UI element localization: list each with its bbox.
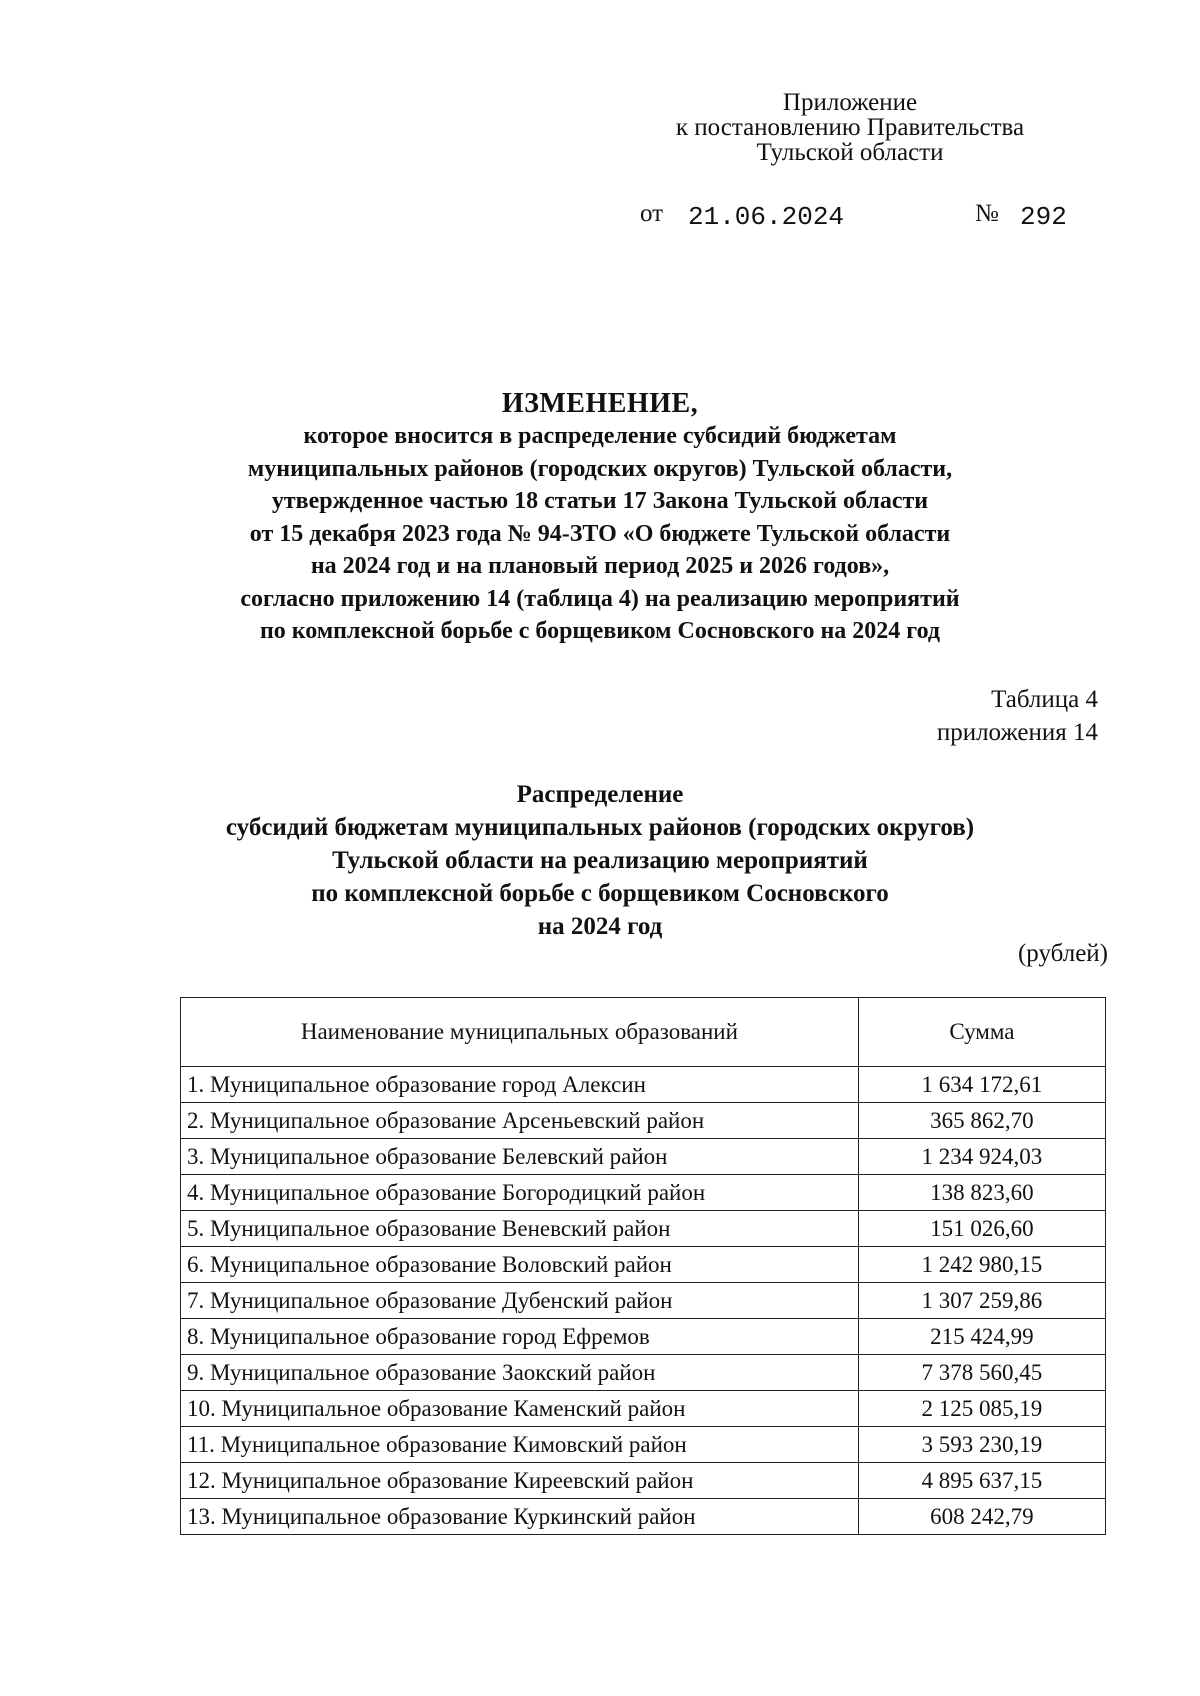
- distribution-title-line: Тульской области на реализацию мероприятий: [332, 847, 868, 874]
- distribution-title-line: субсидий бюджетам муниципальных районов (городских округов): [225, 814, 975, 841]
- row-sum: 1 307 259,86: [858, 1283, 1105, 1319]
- decree-reference: [640, 200, 1070, 234]
- row-sum: 365 862,70: [858, 1103, 1105, 1139]
- table-reference: [760, 683, 1098, 749]
- appendix-line: к постановлению Правительства: [675, 114, 1025, 141]
- row-sum: 3 593 230,19: [858, 1427, 1105, 1463]
- subheading-line: утвержденное частью 18 статьи 17 Закона Тульской области: [271, 488, 929, 514]
- table-row: [181, 1103, 1106, 1139]
- table-row: [181, 1067, 1106, 1103]
- row-sum: 608 242,79: [858, 1499, 1105, 1535]
- table-row: [181, 1427, 1106, 1463]
- row-name: 10. Муниципальное образование Каменский район: [181, 1391, 859, 1427]
- distribution-table: [180, 997, 1106, 1535]
- row-name: 8. Муниципальное образование город Ефремов: [181, 1319, 859, 1355]
- table-row: [181, 1175, 1106, 1211]
- table-reference-line: Таблица 4: [991, 686, 1098, 713]
- row-sum: 151 026,60: [858, 1211, 1105, 1247]
- subheading-line: по комплексной борьбе с борщевиком Сосновского на 2024 год: [259, 618, 941, 644]
- units-label: (рублей): [1017, 940, 1108, 967]
- row-sum: 1 634 172,61: [858, 1067, 1105, 1103]
- table-row: [181, 1319, 1106, 1355]
- row-name: 2. Муниципальное образование Арсеньевский район: [181, 1103, 859, 1139]
- document-heading: ИЗМЕНЕНИЕ,: [501, 388, 699, 419]
- row-sum: 2 125 085,19: [858, 1391, 1105, 1427]
- header-sum: Сумма: [858, 998, 1105, 1067]
- row-name: 12. Муниципальное образование Киреевский район: [181, 1463, 859, 1499]
- decree-date: 21.06.2024: [688, 202, 845, 232]
- distribution-title-line: по комплексной борьбе с борщевиком Сосновского: [311, 880, 889, 907]
- subheading-line: которое вносится в распределение субсидий бюджетам: [303, 423, 897, 449]
- subheading-line: от 15 декабря 2023 года № 94-ЗТО «О бюджете Тульской области: [249, 520, 951, 547]
- row-name: 1. Муниципальное образование город Алексин: [181, 1067, 859, 1103]
- distribution-title: [130, 778, 1070, 943]
- decree-number: 292: [1020, 202, 1067, 232]
- row-name: 5. Муниципальное образование Веневский район: [181, 1211, 859, 1247]
- row-sum: 1 242 980,15: [858, 1247, 1105, 1283]
- row-sum: 7 378 560,45: [858, 1355, 1105, 1391]
- row-name: 7. Муниципальное образование Дубенский район: [181, 1283, 859, 1319]
- distribution-title-line: на 2024 год: [537, 913, 663, 940]
- appendix-line: Тульской области: [756, 139, 944, 166]
- distribution-title-line: Распределение: [516, 781, 684, 808]
- header-name: Наименование муниципальных образований: [181, 998, 859, 1067]
- row-sum: 138 823,60: [858, 1175, 1105, 1211]
- table-row: [181, 1355, 1106, 1391]
- decree-number-label: №: [975, 200, 999, 227]
- table-reference-line: приложения 14: [936, 719, 1098, 746]
- row-sum: 215 424,99: [858, 1319, 1105, 1355]
- subheading-line: согласно приложению 14 (таблица 4) на реализацию мероприятий: [240, 585, 960, 612]
- row-name: 4. Муниципальное образование Богородицкий район: [181, 1175, 859, 1211]
- row-name: 13. Муниципальное образование Куркинский район: [181, 1499, 859, 1535]
- row-name: 9. Муниципальное образование Заокский район: [181, 1355, 859, 1391]
- subheading-line: на 2024 год и на плановый период 2025 и 2026 годов»,: [310, 553, 890, 579]
- table-row: [181, 1211, 1106, 1247]
- table-header-row: [181, 998, 1106, 1067]
- document-subheading: [130, 420, 1070, 648]
- table-row: [181, 1391, 1106, 1427]
- table-row: [181, 1247, 1106, 1283]
- table-row: [181, 1463, 1106, 1499]
- appendix-line: Приложение: [782, 89, 918, 116]
- appendix-header: [640, 90, 1060, 165]
- table-row: [181, 1283, 1106, 1319]
- row-sum: 1 234 924,03: [858, 1139, 1105, 1175]
- row-name: 11. Муниципальное образование Кимовский район: [181, 1427, 859, 1463]
- decree-from-label: от: [640, 200, 664, 227]
- row-name: 3. Муниципальное образование Белевский район: [181, 1139, 859, 1175]
- row-name: 6. Муниципальное образование Воловский район: [181, 1247, 859, 1283]
- table-row: [181, 1139, 1106, 1175]
- table-row: [181, 1499, 1106, 1535]
- row-sum: 4 895 637,15: [858, 1463, 1105, 1499]
- subheading-line: муниципальных районов (городских округов) Тульской области,: [247, 455, 953, 482]
